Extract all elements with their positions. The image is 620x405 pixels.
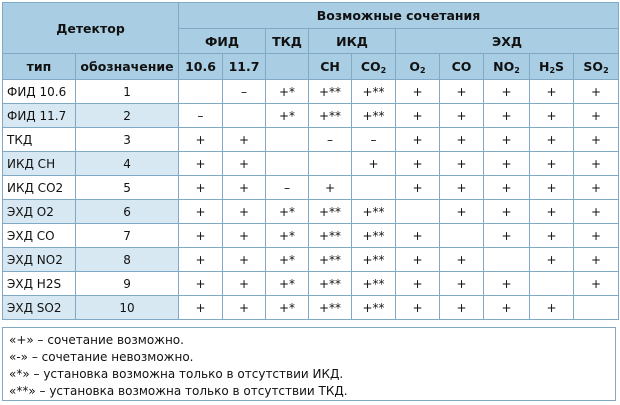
group-tkd: ТКД — [266, 29, 309, 54]
cell-value: + — [396, 152, 440, 176]
cell-value: +* — [266, 272, 309, 296]
cell-value: + — [223, 296, 266, 320]
cell-value: + — [223, 176, 266, 200]
cell-value — [440, 224, 484, 248]
cell-value: + — [309, 176, 352, 200]
cell-value: +** — [309, 296, 352, 320]
cell-value: + — [530, 248, 574, 272]
cell-value — [179, 80, 223, 104]
cell-value: – — [223, 80, 266, 104]
cell-type: ИКД CH — [3, 152, 76, 176]
cell-value: + — [396, 296, 440, 320]
cell-value — [352, 176, 396, 200]
cell-value — [309, 152, 352, 176]
cell-value: + — [396, 128, 440, 152]
cell-value: +** — [352, 296, 396, 320]
cell-value — [484, 248, 530, 272]
cell-value — [574, 296, 619, 320]
cell-value: +* — [266, 200, 309, 224]
cell-value: + — [223, 272, 266, 296]
cell-value: + — [574, 248, 619, 272]
cell-value: +* — [266, 296, 309, 320]
table-row — [3, 128, 619, 152]
cell-value: +* — [266, 248, 309, 272]
cell-value: + — [440, 272, 484, 296]
cell-value: +** — [309, 248, 352, 272]
cell-value: – — [352, 128, 396, 152]
col-h2s: $H_2S$ — [530, 54, 574, 80]
cell-value: + — [223, 128, 266, 152]
cell-value: + — [223, 224, 266, 248]
cell-value — [396, 200, 440, 224]
legend-notes — [2, 327, 616, 401]
col-ikd-ch: CH — [309, 54, 352, 80]
cell-value: +** — [352, 272, 396, 296]
detector-compatibility-table — [2, 2, 619, 320]
cell-value: + — [440, 152, 484, 176]
cell-value — [530, 272, 574, 296]
cell-value — [266, 128, 309, 152]
cell-type: ЭХД NO2 — [3, 248, 76, 272]
cell-value: + — [484, 224, 530, 248]
table-row — [3, 248, 619, 272]
cell-value: + — [574, 128, 619, 152]
cell-designation: 2 — [76, 104, 179, 128]
col-fid-106: 10.6 — [179, 54, 223, 80]
table-row — [3, 296, 619, 320]
cell-designation: 1 — [76, 80, 179, 104]
cell-value — [266, 152, 309, 176]
group-fid: ФИД — [179, 29, 266, 54]
cell-designation: 3 — [76, 128, 179, 152]
cell-value: + — [179, 224, 223, 248]
cell-value: +** — [352, 248, 396, 272]
cell-value: + — [574, 272, 619, 296]
cell-value: + — [530, 296, 574, 320]
table-row — [3, 272, 619, 296]
note-double-star: «**» – установка возможна только в отсутствии ТКД. — [9, 384, 348, 398]
cell-designation: 4 — [76, 152, 179, 176]
cell-value: + — [484, 176, 530, 200]
cell-value: + — [484, 104, 530, 128]
cell-value: + — [352, 152, 396, 176]
cell-value: + — [574, 80, 619, 104]
col-no2: $NO_2$ — [484, 54, 530, 80]
cell-value: + — [440, 128, 484, 152]
cell-value: +** — [352, 104, 396, 128]
col-co: CO — [440, 54, 484, 80]
cell-designation: 9 — [76, 272, 179, 296]
cell-value: +* — [266, 80, 309, 104]
detector-header: Детектор — [3, 3, 179, 54]
cell-designation: 6 — [76, 200, 179, 224]
cell-value: – — [309, 128, 352, 152]
cell-type: ЭХД SO2 — [3, 296, 76, 320]
table-row — [3, 80, 619, 104]
cell-value: + — [530, 224, 574, 248]
cell-designation: 10 — [76, 296, 179, 320]
cell-value: + — [179, 272, 223, 296]
cell-value: + — [440, 248, 484, 272]
cell-value: + — [574, 224, 619, 248]
cell-value: + — [530, 128, 574, 152]
col-fid-117: 11.7 — [223, 54, 266, 80]
table-row — [3, 224, 619, 248]
cell-value: + — [484, 296, 530, 320]
cell-value: + — [530, 80, 574, 104]
cell-type: ЭХД H2S — [3, 272, 76, 296]
cell-value: + — [396, 80, 440, 104]
cell-value: – — [179, 104, 223, 128]
table-row — [3, 200, 619, 224]
cell-value: + — [530, 200, 574, 224]
group-ehd: ЭХД — [396, 29, 619, 54]
cell-value: + — [179, 248, 223, 272]
cell-value: + — [223, 200, 266, 224]
cell-value: + — [396, 176, 440, 200]
combinations-header: Возможные сочетания — [179, 3, 619, 29]
cell-value: + — [396, 224, 440, 248]
cell-value: + — [179, 176, 223, 200]
cell-type: ЭХД O2 — [3, 200, 76, 224]
cell-type: ФИД 10.6 — [3, 80, 76, 104]
table-body — [3, 80, 619, 320]
cell-value: + — [574, 200, 619, 224]
cell-value: + — [530, 176, 574, 200]
cell-value: +** — [309, 200, 352, 224]
table-row — [3, 152, 619, 176]
group-ikd: ИКД — [309, 29, 396, 54]
cell-designation: 8 — [76, 248, 179, 272]
cell-value: + — [440, 200, 484, 224]
cell-value: + — [484, 200, 530, 224]
cell-value: + — [396, 104, 440, 128]
col-designation: обозначение — [76, 54, 179, 80]
col-tkd — [266, 54, 309, 80]
table-row — [3, 104, 619, 128]
cell-value: + — [179, 296, 223, 320]
cell-value: +** — [309, 272, 352, 296]
cell-value: +** — [309, 224, 352, 248]
col-ikd-co2: $CO_2$ — [352, 54, 396, 80]
cell-value: +** — [309, 104, 352, 128]
cell-value: + — [223, 248, 266, 272]
col-o2: $O_2$ — [396, 54, 440, 80]
cell-type: ФИД 11.7 — [3, 104, 76, 128]
cell-type: ИКД CO2 — [3, 176, 76, 200]
cell-value: + — [484, 152, 530, 176]
cell-value: + — [179, 128, 223, 152]
cell-value: + — [179, 152, 223, 176]
cell-value: + — [440, 296, 484, 320]
col-so2: $SO_2$ — [574, 54, 619, 80]
note-star: «*» – установка возможна только в отсутствии ИКД. — [9, 367, 344, 381]
cell-type: ТКД — [3, 128, 76, 152]
cell-value: +** — [309, 80, 352, 104]
cell-value: + — [179, 200, 223, 224]
cell-value: + — [574, 152, 619, 176]
cell-value: + — [396, 248, 440, 272]
cell-value: + — [574, 104, 619, 128]
cell-designation: 7 — [76, 224, 179, 248]
cell-value: + — [440, 80, 484, 104]
cell-value: +** — [352, 224, 396, 248]
cell-value: – — [266, 176, 309, 200]
cell-value: + — [530, 152, 574, 176]
col-type: тип — [3, 54, 76, 80]
cell-value: + — [574, 176, 619, 200]
cell-value: +** — [352, 80, 396, 104]
cell-type: ЭХД CO — [3, 224, 76, 248]
cell-value — [223, 104, 266, 128]
cell-value: + — [484, 80, 530, 104]
cell-value: + — [484, 128, 530, 152]
cell-designation: 5 — [76, 176, 179, 200]
cell-value: + — [440, 176, 484, 200]
note-plus: «+» – сочетание возможно. — [9, 333, 184, 347]
cell-value: + — [484, 272, 530, 296]
note-minus: «-» – сочетание невозможно. — [9, 350, 194, 364]
cell-value: +* — [266, 224, 309, 248]
cell-value: +** — [352, 200, 396, 224]
cell-value: +* — [266, 104, 309, 128]
cell-value: + — [223, 152, 266, 176]
cell-value: + — [440, 104, 484, 128]
cell-value: + — [530, 104, 574, 128]
cell-value: + — [396, 272, 440, 296]
table-row — [3, 176, 619, 200]
